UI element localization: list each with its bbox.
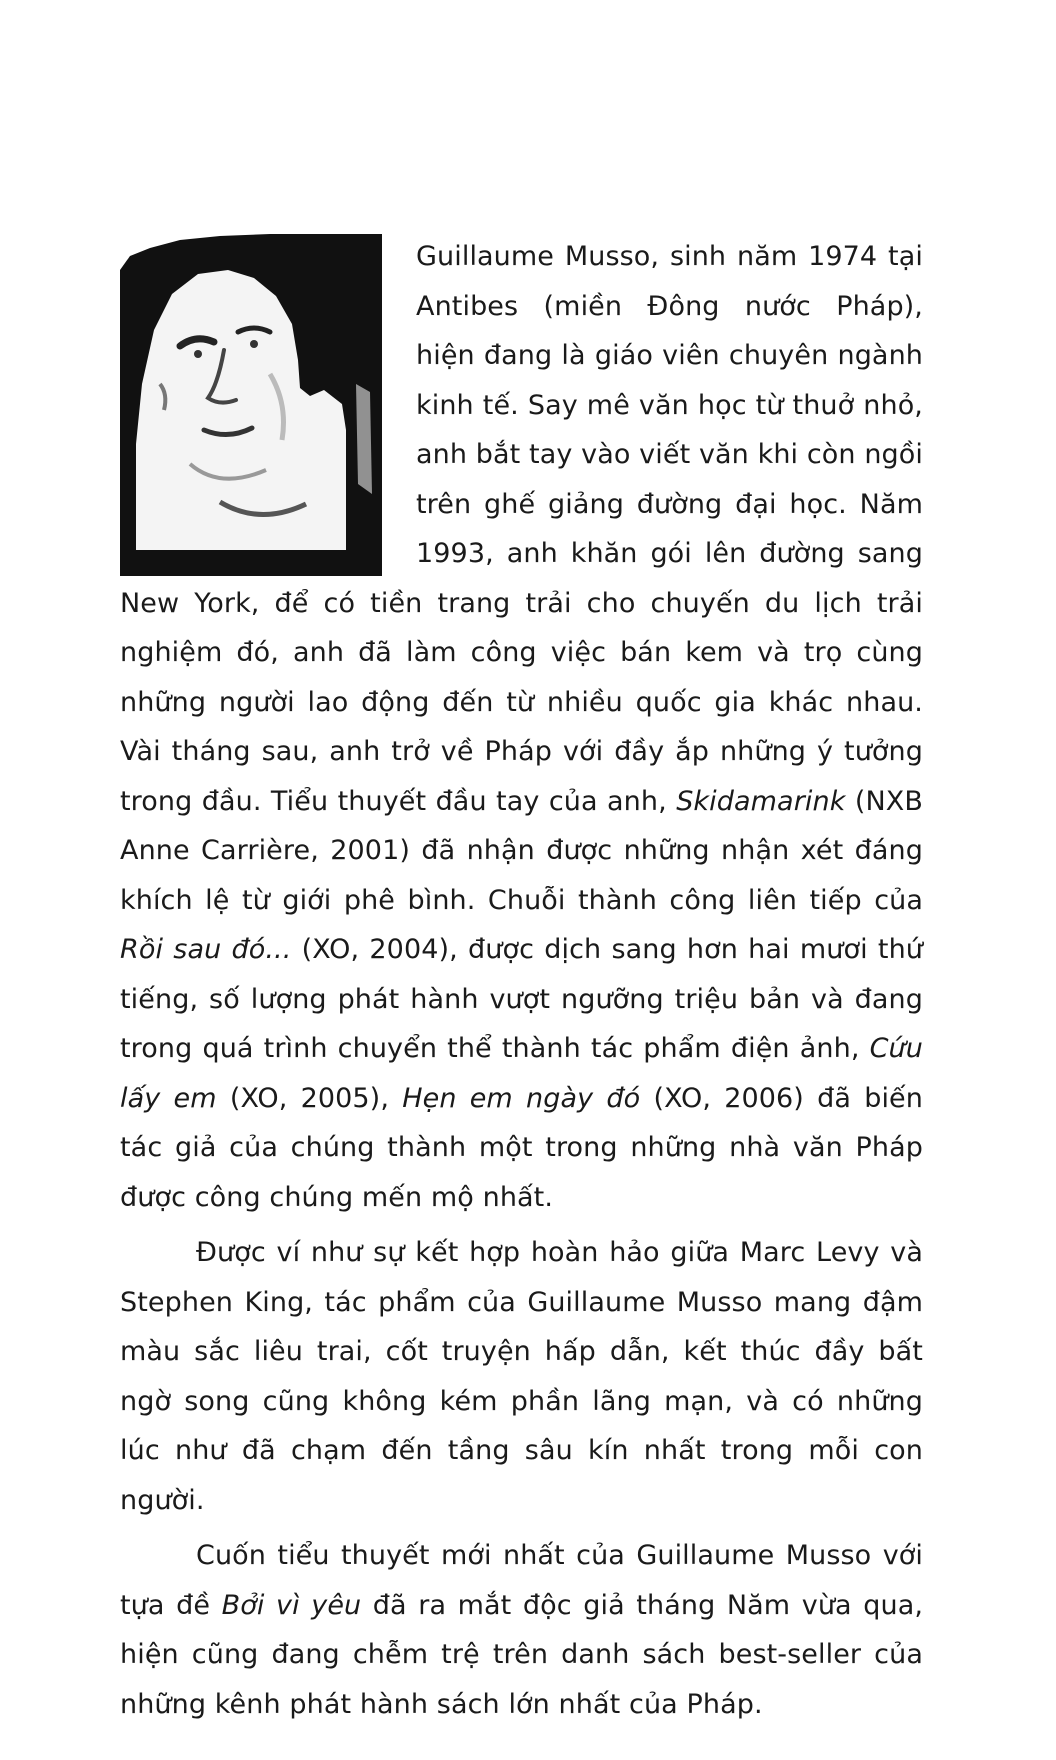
bio-text: Cuốn tiểu thuyết mới nhất của Guillaume Musso với tựa đề — [120, 1540, 923, 1621]
author-bio — [120, 232, 923, 1729]
bio-text: đã ra mắt độc giả tháng Năm vừa qua, hiện cũng đang chễm trệ trên danh sách best-seller của những kênh phát hành sách lớn nhất của Pháp. — [120, 1589, 924, 1720]
bio-text: (XO, 2004), được dịch sang hơn hai mươi thứ tiếng, số lượng phát hành vượt ngưỡng triệu bản và đang trong quá trình chuyển thể thành tác phẩm điện ảnh, — [120, 934, 923, 1064]
bio-text: Guillaume Musso, sinh năm 1974 tại Antibes (miền Đông nước Pháp), hiện đang là giáo viên chuyên ngành kinh tế. Say mê văn học từ thuở nhỏ, anh bắt tay vào viết văn khi còn ngồi trên ghế giảng đường đại học. Năm 1993, anh khăn gói lên đường sang New York, để có tiền trang trải cho chuyến du lịch trải nghiệm đó, anh đã làm công việc bán kem và trọ cùng những người lao động đến từ nhiều quốc gia khác nhau. Vài tháng sau, anh trở về Pháp với đầy ắp những ý tưởng trong đầu. Tiểu thuyết đầu tay của anh, — [120, 241, 923, 817]
bio-text: (NXB Anne Carrière, 2001) đã nhận được những nhận xét đáng khích lệ từ giới phê bình. Chuỗi thành công liên tiếp của — [120, 785, 923, 916]
author-portrait-icon — [120, 234, 382, 576]
book-title: Cứu lấy em — [120, 1033, 923, 1114]
book-title: Hẹn em ngày đó — [402, 1082, 641, 1114]
book-title: Skidamarink — [676, 785, 846, 817]
bio-text: Được ví như sự kết hợp hoàn hảo giữa Marc Levy và Stephen King, tác phẩm của Guillaume Musso mang đậm màu sắc liêu trai, cốt truyện hấp dẫn, kết thúc đầy bất ngờ song cũng không kém phần lãng mạn, và có những lúc như đã chạm đến tầng sâu kín nhất trong mỗi con người. — [120, 1237, 923, 1516]
bio-text: (XO, 2006) đã biến tác giả của chúng thành một trong những nhà văn Pháp được công chúng mến mộ nhất. — [120, 1082, 923, 1213]
bio-text: (XO, 2005), — [216, 1082, 403, 1114]
bio-paragraph-3 — [120, 1531, 923, 1729]
bio-paragraph-2 — [120, 1228, 923, 1525]
book-title: Rồi sau đó... — [120, 934, 292, 965]
book-title: Bởi vì yêu — [221, 1589, 362, 1621]
